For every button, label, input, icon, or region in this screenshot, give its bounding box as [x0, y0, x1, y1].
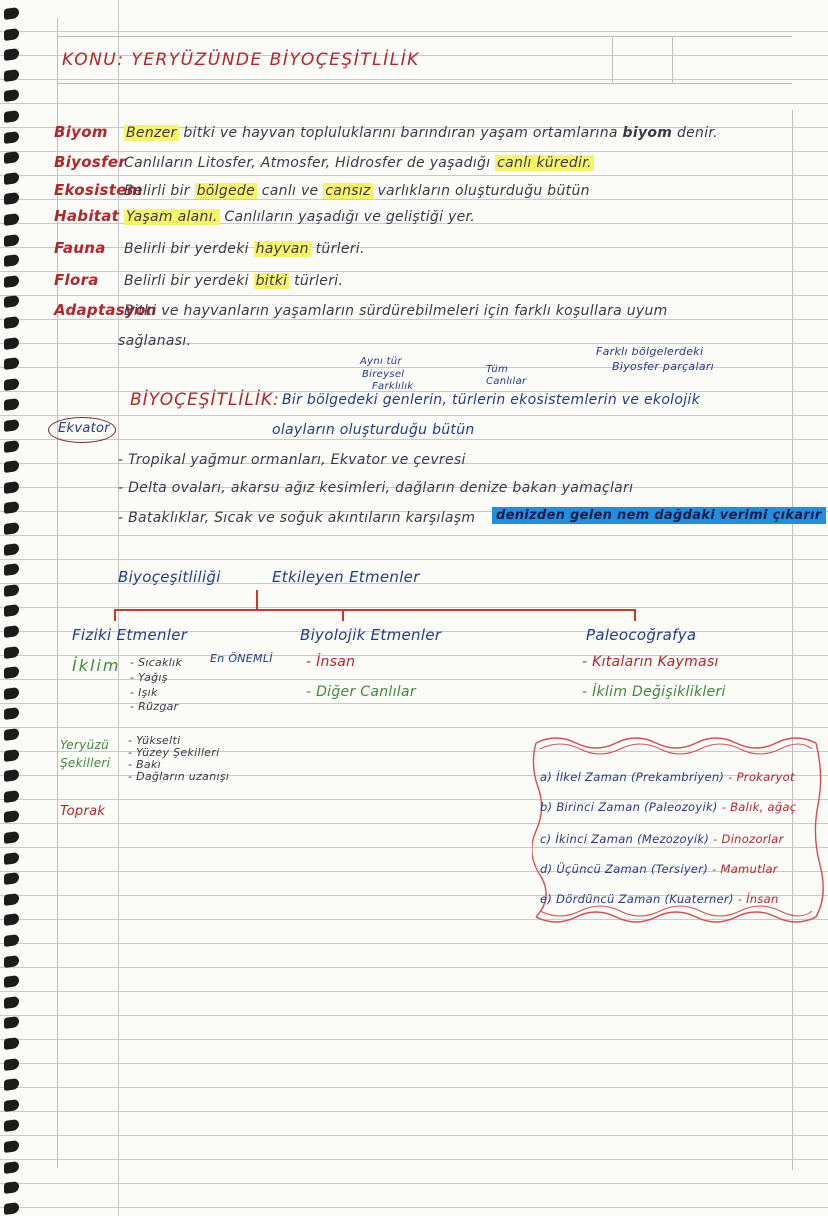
title-box-divider [612, 37, 613, 83]
era-row [540, 862, 778, 876]
binding-ring [4, 481, 19, 494]
binding-ring [4, 110, 19, 123]
factors-heading-1: Biyoçeşitliliği [118, 568, 221, 586]
binding-ring [4, 89, 19, 102]
binding-ring [4, 975, 19, 988]
definition-term: Adaptasyon [54, 301, 157, 319]
bullet-rainforest: - Tropikal yağmur ormanları, Ekvator ve çevresi [118, 452, 466, 468]
binding-ring [4, 28, 19, 41]
page-frame-right [792, 110, 793, 1170]
paleogeography-label: Paleocoğrafya [586, 626, 697, 644]
arrow-paleo [634, 609, 636, 621]
biodiversity-definition-1: Bir bölgedeki genlerin, türlerin ekosistemlerin ve ekolojik [282, 392, 701, 408]
binding-ring [4, 378, 19, 391]
climate-item: - Işık [130, 686, 158, 699]
highlighted-word: Benzer [126, 125, 177, 141]
binding-ring [4, 584, 19, 597]
annotation-different-regions: Farklı bölgelerdeki [596, 345, 704, 358]
binding-ring [4, 501, 19, 514]
binding-ring [4, 316, 19, 329]
binding-ring [4, 1181, 19, 1194]
binding-ring [4, 460, 19, 473]
era-label: e) Dördüncü Zaman (Kuaterner) [540, 892, 734, 906]
highlighted-word: cansız [325, 183, 371, 199]
binding-ring [4, 1058, 19, 1071]
binding-ring [4, 728, 19, 741]
definition-fragment: Belirli bir [124, 183, 195, 199]
definition-text [124, 241, 365, 257]
relief-item: - Yüzey Şekilleri [128, 746, 220, 759]
definition-text [124, 155, 594, 171]
binding-ring [4, 69, 19, 82]
biological-item: - Diğer Canlılar [306, 684, 416, 700]
relief-item: - Bakı [128, 758, 161, 771]
era-note: - Balık, ağaç [717, 800, 797, 814]
binding-ring [4, 254, 19, 267]
page-title: KONU: YERYÜZÜNDE BİYOÇEŞİTLİLİK [62, 50, 420, 70]
definition-fragment: türleri. [289, 273, 344, 289]
definition-term: Ekosistem [54, 181, 143, 199]
binding-ring [4, 1078, 19, 1091]
annotation-individual: Bireysel [362, 369, 405, 380]
definition-text [124, 273, 343, 289]
soil-label: Toprak [60, 804, 106, 819]
binding-ring [4, 213, 19, 226]
binding-ring [4, 1161, 19, 1174]
binding-ring [4, 1016, 19, 1029]
binding-ring [4, 522, 19, 535]
relief-label: Yeryüzü Şekilleri [60, 738, 111, 770]
tree-stem [256, 590, 258, 610]
binding-ring [4, 1202, 19, 1215]
definition-text [124, 183, 590, 199]
definition-text [124, 125, 718, 141]
definition-fragment: Canlıların yaşadığı ve geliştiği yer. [219, 209, 476, 225]
physical-factors-label: Fiziki Etmenler [72, 626, 188, 644]
binding-ring [4, 337, 19, 350]
annotation-difference: Farklılık [372, 381, 414, 392]
definition-fragment: varlıkların oluşturduğu bütün [372, 183, 590, 199]
binding-ring [4, 790, 19, 803]
definition-text [124, 209, 475, 225]
arrow-biological [342, 609, 344, 621]
biological-factors-label: Biyolojik Etmenler [300, 626, 442, 644]
binding-ring [4, 1119, 19, 1132]
binding-ring [4, 955, 19, 968]
binding-ring [4, 707, 19, 720]
era-label: a) İlkel Zaman (Prekambriyen) [540, 770, 725, 784]
paleo-item: - İklim Değişiklikleri [582, 684, 726, 700]
climate-item: - Rüzgar [130, 700, 179, 713]
binding-ring [4, 687, 19, 700]
binding-ring [4, 192, 19, 205]
adaptation-continuation: sağlanası. [118, 333, 192, 349]
definition-text [124, 303, 668, 319]
binding-ring [4, 893, 19, 906]
binding-ring [4, 1037, 19, 1050]
binding-ring [4, 7, 19, 20]
binding-ring [4, 131, 19, 144]
bullet-wetlands: - Bataklıklar, Sıcak ve soğuk akıntıların karşılaşm [118, 510, 476, 526]
definition-term: Fauna [54, 239, 106, 257]
climate-label: İklim [72, 656, 121, 675]
binding-ring [4, 810, 19, 823]
binding-ring [4, 357, 19, 370]
bullet-delta: - Delta ovaları, akarsu ağız kesimleri, dağların denize bakan yamaçları [118, 480, 634, 496]
tree-branch-line [114, 609, 636, 611]
climate-item: - Sıcaklık [130, 656, 183, 669]
binding-ring [4, 48, 19, 61]
binding-ring [4, 275, 19, 288]
paleo-item: - Kıtaların Kayması [582, 654, 719, 670]
definition-term: Flora [54, 271, 99, 289]
era-label: d) Üçüncü Zaman (Tersiyer) [540, 862, 709, 876]
definition-fragment: bitki ve hayvan topluluklarını barındıran yaşam ortamlarına [178, 125, 623, 141]
biological-item: - İnsan [306, 654, 356, 670]
blue-highlight-note: denizden gelen nem dağdaki verimi çıkarır [492, 507, 826, 524]
era-label: c) İkinci Zaman (Mezozoyik) [540, 832, 710, 846]
binding-ring [4, 543, 19, 556]
binding-ring [4, 666, 19, 679]
definition-fragment: denir. [672, 125, 718, 141]
binding-ring [4, 440, 19, 453]
annotation-same-species: Aynı tür [360, 356, 402, 367]
binding-ring [4, 151, 19, 164]
relief-item: - Dağların uzanışı [128, 770, 230, 783]
most-important-note: En ÖNEMLİ [210, 652, 273, 665]
era-note: - Prokaryot [724, 770, 795, 784]
era-row [540, 770, 795, 784]
era-note: - İnsan [733, 892, 779, 906]
definition-fragment: Belirli bir yerdeki [124, 241, 254, 257]
binding-ring [4, 172, 19, 185]
arrow-physical [114, 609, 116, 621]
binding-ring [4, 234, 19, 247]
definition-fragment: türleri. [310, 241, 365, 257]
binding-ring [4, 934, 19, 947]
binding-ring [4, 749, 19, 762]
era-label: b) Birinci Zaman (Paleozoyik) [540, 800, 718, 814]
definition-fragment: canlı ve [257, 183, 324, 199]
definition-fragment: Belirli bir yerdeki [124, 273, 254, 289]
binding-ring [4, 563, 19, 576]
definition-term: Habitat [54, 207, 120, 225]
highlighted-word: canlı küredir. [497, 155, 592, 171]
binding-ring [4, 831, 19, 844]
binding-ring [4, 1099, 19, 1112]
ekvator-label: Ekvator [58, 421, 110, 436]
binding-ring [4, 872, 19, 885]
binding-ring [4, 1140, 19, 1153]
binding-ring [4, 625, 19, 638]
title-box-divider [672, 37, 673, 83]
binding-ring [4, 604, 19, 617]
annotation-living: Canlılar [486, 376, 527, 387]
definition-fragment: Canlıların Litosfer, Atmosfer, Hidrosfer de yaşadığı [124, 155, 496, 171]
binding-ring [4, 419, 19, 432]
era-row [540, 832, 784, 846]
definition-fragment: Bitki ve hayvanların yaşamların sürdürebilmeleri için farklı koşullara uyum [124, 303, 668, 319]
binding-ring [4, 398, 19, 411]
highlighted-word: bitki [255, 273, 288, 289]
highlighted-word: hayvan [255, 241, 309, 257]
climate-item: - Yağış [130, 671, 168, 684]
era-note: - Dinozorlar [709, 832, 784, 846]
definition-fragment: biyom [622, 125, 673, 141]
highlighted-word: bölgede [196, 183, 256, 199]
binding-ring [4, 769, 19, 782]
era-row [540, 892, 779, 906]
annotation-all: Tüm [486, 364, 509, 375]
biodiversity-definition-2: olayların oluşturduğu bütün [272, 422, 475, 438]
binding-ring [4, 295, 19, 308]
binding-ring [4, 913, 19, 926]
era-row [540, 800, 796, 814]
era-note: - Mamutlar [708, 862, 778, 876]
binding-ring [4, 646, 19, 659]
binding-ring [4, 852, 19, 865]
relief-item: - Yükselti [128, 734, 181, 747]
definition-term: Biyosfer [54, 153, 127, 171]
binding-ring [4, 996, 19, 1009]
annotation-biosphere-parts: Biyosfer parçaları [612, 360, 715, 373]
highlighted-word: Yaşam alanı. [126, 209, 218, 225]
spiral-binding [4, 0, 22, 1216]
biodiversity-heading: BİYOÇEŞİTLİLİK: [130, 390, 280, 410]
factors-heading-2: Etkileyen Etmenler [272, 568, 420, 586]
definition-term: Biyom [54, 123, 108, 141]
